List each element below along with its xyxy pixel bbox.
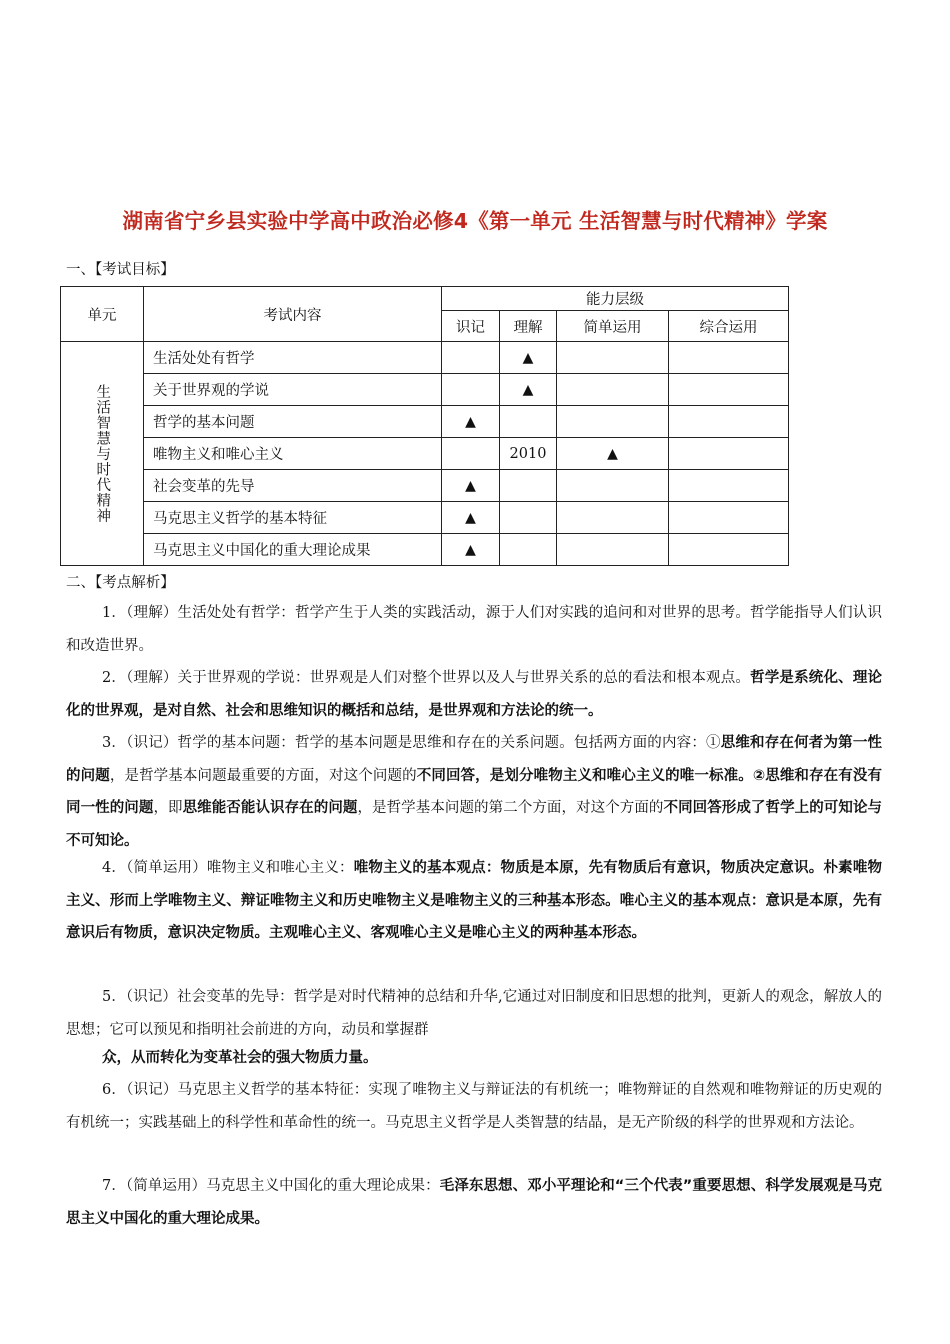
analysis-paragraph-2 (66, 662, 882, 727)
level-cell (442, 438, 500, 470)
level-cell (500, 534, 557, 566)
section-heading-analysis: 二、【考点解析】 (66, 575, 175, 591)
paragraph-text: ，即 (153, 800, 183, 816)
paragraph-bold-text: 思维和存在何者为第一性的问题 (66, 735, 882, 784)
header-ability-level: 能力层级 (442, 287, 789, 311)
exam-goals-table (60, 286, 789, 566)
level-cell (669, 374, 789, 406)
paragraph-bold-text: 思维能否能认识存在的问题 (182, 800, 358, 816)
page-title: 湖南省宁乡县实验中学高中政治必修4《第一单元 生活智慧与时代精神》学案 (122, 209, 828, 233)
content-cell: 生活处处有哲学 (144, 342, 442, 374)
paragraph-text: ，是哲学基本问题的第二个方面，对这个方面的 (357, 800, 664, 816)
level-cell (557, 470, 669, 502)
level-cell (500, 406, 557, 438)
header-unit: 单元 (61, 287, 144, 342)
table-row (61, 534, 789, 566)
level-cell (669, 406, 789, 438)
paragraph-text: 4．（简单运用）唯物主义和唯心主义： (102, 860, 354, 876)
header-content: 考试内容 (144, 287, 442, 342)
level-cell: ▲ (500, 374, 557, 406)
table-row (61, 470, 789, 502)
paragraph-bold-text: 唯物主义的基本观点：物质是本原，先有物质后有意识，物质决定意识。朴素唯物主义、形而上学唯物主义、辩证唯物主义和历史唯物主义是唯物主义的三种基本形态。唯心主义的基本观点：意识是本原，先有意识后有物质，意识决定物质。主观唯心主义、客观唯心主义是唯心主义的两种基本形态。 (66, 860, 882, 941)
table-header-row (61, 287, 789, 311)
level-cell (669, 470, 789, 502)
level-cell: ▲ (442, 502, 500, 534)
analysis-paragraph-6 (66, 1074, 882, 1139)
level-cell (557, 406, 669, 438)
content-cell: 马克思主义中国化的重大理论成果 (144, 534, 442, 566)
table-row (61, 406, 789, 438)
unit-cell (61, 342, 144, 566)
paragraph-bold-text: 不同回答形成了哲学上的可知论与不可知论。 (66, 800, 883, 849)
level-cell: ▲ (500, 342, 557, 374)
analysis-paragraph-7 (66, 1170, 882, 1235)
section-heading-exam-goals: 一、【考试目标】 (66, 262, 175, 278)
analysis-paragraph-4 (66, 852, 882, 950)
paragraph-text: 3．（识记）哲学的基本问题：哲学的基本问题是思维和存在的关系问题。包括两方面的内容：① (102, 735, 721, 751)
paragraph-bold-text: 众，从而转化为变革社会的强大物质力量。 (102, 1050, 378, 1066)
content-cell: 哲学的基本问题 (144, 406, 442, 438)
paragraph-bold-text: 哲学是系统化、理论化的世界观，是对自然、社会和思维知识的概括和总结，是世界观和方法论的统一。 (66, 670, 882, 719)
analysis-paragraph-1 (66, 597, 882, 662)
level-cell: ▲ (442, 534, 500, 566)
paragraph-bold-text: 毛泽东思想、邓小平理论和“三个代表”重要思想、科学发展观是马克思主义中国化的重大理论成果。 (66, 1178, 882, 1227)
paragraph-text: 6．（识记）马克思主义哲学的基本特征：实现了唯物主义与辩证法的有机统一；唯物辩证的自然观和唯物辩证的历史观的有机统一；实践基础上的科学性和革命性的统一。马克思主义哲学是人类智慧的结晶，是无产阶级的科学的世界观和方法论。 (66, 1082, 882, 1131)
unit-name: 生活智慧与时代精神 (94, 383, 111, 524)
content-cell: 社会变革的先导 (144, 470, 442, 502)
level-cell (557, 342, 669, 374)
level-cell (557, 534, 669, 566)
content-cell: 关于世界观的学说 (144, 374, 442, 406)
header-level-understand: 理解 (500, 311, 557, 342)
level-cell (442, 374, 500, 406)
level-cell (557, 374, 669, 406)
paragraph-text: 1．（理解）生活处处有哲学：哲学产生于人类的实践活动，源于人们对实践的追问和对世界的思考。哲学能指导人们认识和改造世界。 (66, 605, 882, 654)
table-row (61, 502, 789, 534)
paragraph-text: ，是哲学基本问题最重要的方面，对这个问题的 (109, 767, 417, 784)
header-level-simple-apply: 简单运用 (557, 311, 669, 342)
analysis-paragraph-3 (66, 727, 882, 857)
level-cell: 2010 (500, 438, 557, 470)
level-cell: ▲ (442, 470, 500, 502)
header-level-comprehensive-apply: 综合运用 (669, 311, 789, 342)
paragraph-text: 2．（理解）关于世界观的学说：世界观是人们对整个世界以及人与世界关系的总的看法和根本观点。 (102, 670, 751, 686)
table-row (61, 342, 789, 374)
level-cell (669, 342, 789, 374)
paragraph-text: 7．（简单运用）马克思主义中国化的重大理论成果： (102, 1178, 440, 1194)
table-row (61, 374, 789, 406)
level-cell (500, 470, 557, 502)
level-cell (500, 502, 557, 534)
header-level-recall: 识记 (442, 311, 500, 342)
level-cell (669, 502, 789, 534)
table-row (61, 438, 789, 470)
level-cell: ▲ (442, 406, 500, 438)
level-cell (442, 342, 500, 374)
level-cell (669, 438, 789, 470)
paragraph-text: 5．（识记）社会变革的先导：哲学是对时代精神的总结和升华,它通过对旧制度和旧思想的批判，更新人的观念，解放人的思想；它可以预见和指明社会前进的方向，动员和掌握群 (66, 989, 882, 1038)
analysis-paragraph-5 (66, 981, 882, 1046)
content-cell: 马克思主义哲学的基本特征 (144, 502, 442, 534)
content-cell: 唯物主义和唯心主义 (144, 438, 442, 470)
analysis-paragraph-5-continued (66, 1042, 882, 1075)
level-cell (669, 534, 789, 566)
level-cell (557, 502, 669, 534)
paragraph-bold-text: 不同回答，是划分唯物主义和唯心主义的唯一标准。②思维和存在有没有同一性的问题 (66, 767, 882, 816)
level-cell: ▲ (557, 438, 669, 470)
